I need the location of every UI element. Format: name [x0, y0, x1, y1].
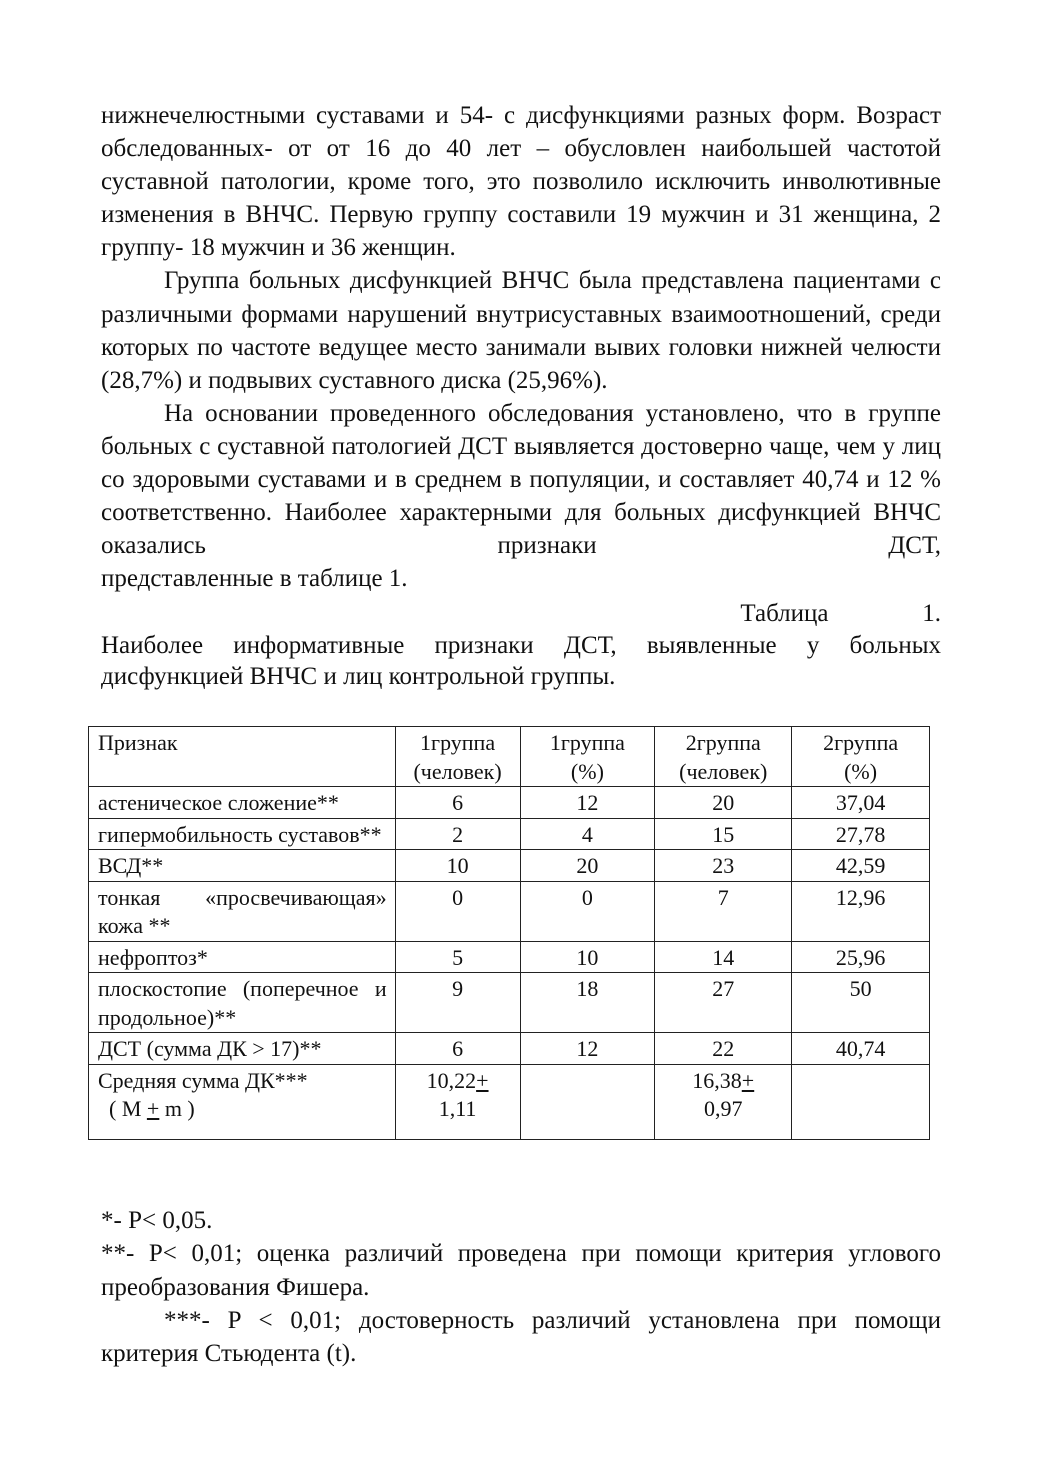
cell-sign-mean: Средняя сумма ДК*** ( M + m ): [89, 1064, 396, 1139]
cell-g2-count: 22: [655, 1033, 792, 1065]
cell-g2-count: 15: [655, 818, 792, 850]
table-row: [89, 850, 930, 882]
cell-g1-count: 2: [395, 818, 520, 850]
data-table: [88, 726, 930, 1140]
cell-g1-percent: 12: [520, 787, 655, 819]
paragraph-3-end: представленные в таблице 1.: [101, 565, 408, 593]
cell-g1-count: 10: [395, 850, 520, 882]
paragraph-1: нижнечелюстными суставами и 54- с дисфункциями разных форм. Возраст обследованных- от от 16 до 40 лет – обусловлен наибольшей частотой суставной патологии, кроме того, это позволило исключить инволютивные изменения в ВНЧС. Первую группу составили 19 мужчин и 31 женщина, 2 группу- 18 мужчин и 36 женщин.: [101, 102, 941, 262]
cell-g2-mean-empty: [792, 1064, 930, 1139]
cell-g2-count: 20: [655, 787, 792, 819]
cell-g1-count: 6: [395, 1033, 520, 1065]
footnote-1: *- P< 0,05.: [101, 1207, 213, 1234]
header-g2-percent: 2группа (%): [792, 727, 930, 787]
table-number: [101, 597, 941, 630]
cell-g2-percent: 25,96: [792, 941, 930, 973]
cell-g2-percent: 12,96: [792, 881, 930, 941]
footnotes: [101, 1204, 941, 1370]
cell-g1-percent: 0: [520, 881, 655, 941]
cell-g1-percent: 4: [520, 818, 655, 850]
cell-g1-count: 9: [395, 973, 520, 1033]
cell-g1-count: 0: [395, 881, 520, 941]
cell-g1-percent: 18: [520, 973, 655, 1033]
cell-g2-percent: 42,59: [792, 850, 930, 882]
paragraph-3: На основании проведенного обследования установлено, что в группе больных с суставной патологией ДСТ выявляется достоверно чаще, чем у лиц со здоровыми суставами и в среднем в популяции, и составляет 40,74 и 12 % соответственно. Наиболее характерными для больных дисфункцией ВНЧС оказались признаки ДСТ,: [101, 399, 941, 560]
table-row: [89, 1033, 930, 1065]
cell-g1-percent: 20: [520, 850, 655, 882]
header-g2-count: 2группа (человек): [655, 727, 792, 787]
cell-g2-count: 23: [655, 850, 792, 882]
cell-g2-percent: 40,74: [792, 1033, 930, 1065]
table-caption: Наиболее информативные признаки ДСТ, выявленные у больных дисфункцией ВНЧС и лиц контрольной группы.: [101, 632, 941, 691]
cell-g2-count: 7: [655, 881, 792, 941]
cell-g2-count: 27: [655, 973, 792, 1033]
table-row: [89, 881, 930, 941]
cell-sign: ВСД**: [89, 850, 396, 882]
cell-g2-percent: 37,04: [792, 787, 930, 819]
table-row: [89, 818, 930, 850]
cell-sign: астеническое сложение**: [89, 787, 396, 819]
cell-g1-mean: 10,22+ 1,11: [395, 1064, 520, 1139]
table-row: [89, 973, 930, 1033]
paragraph-2: Группа больных дисфункцией ВНЧС была представлена пациентами с различными формами нарушений внутрисуставных взаимоотношений, среди которых по частоте ведущее место занимали вывих головки нижней челюсти (28,7%) и подвывих суставного диска (25,96%).: [101, 267, 941, 394]
table-header-row: [89, 727, 930, 787]
table-row: [89, 941, 930, 973]
header-g1-count: 1группа (человек): [395, 727, 520, 787]
footnote-3: ***- P < 0,01; достоверность различий установлена при помощи критерия Стьюдента (t).: [101, 1306, 941, 1368]
cell-g1-count: 5: [395, 941, 520, 973]
cell-g2-mean: 16,38+ 0,97: [655, 1064, 792, 1139]
header-g1-percent: 1группа (%): [520, 727, 655, 787]
cell-g2-percent: 27,78: [792, 818, 930, 850]
cell-sign: гипермобильность суставов**: [89, 818, 396, 850]
table-row: [89, 787, 930, 819]
cell-sign: плоскостопие (поперечное и продольное)**: [89, 973, 396, 1033]
cell-sign: тонкая «просвечивающая» кожа **: [89, 881, 396, 941]
cell-g1-percent: 10: [520, 941, 655, 973]
cell-g2-percent: 50: [792, 973, 930, 1033]
header-sign: Признак: [89, 727, 396, 787]
cell-g1-count: 6: [395, 787, 520, 819]
cell-g1-mean-empty: [520, 1064, 655, 1139]
cell-sign: нефроптоз*: [89, 941, 396, 973]
table-number-value: 1.: [922, 600, 941, 628]
document-body: [101, 99, 941, 692]
footnote-2: **- P< 0,01; оценка различий проведена при помощи критерия углового преобразования Фишера.: [101, 1240, 941, 1301]
cell-g2-count: 14: [655, 941, 792, 973]
cell-sign: ДСТ (сумма ДК > 17)**: [89, 1033, 396, 1065]
table-row-mean: [89, 1064, 930, 1139]
cell-g1-percent: 12: [520, 1033, 655, 1065]
table-label: Таблица: [740, 600, 829, 628]
